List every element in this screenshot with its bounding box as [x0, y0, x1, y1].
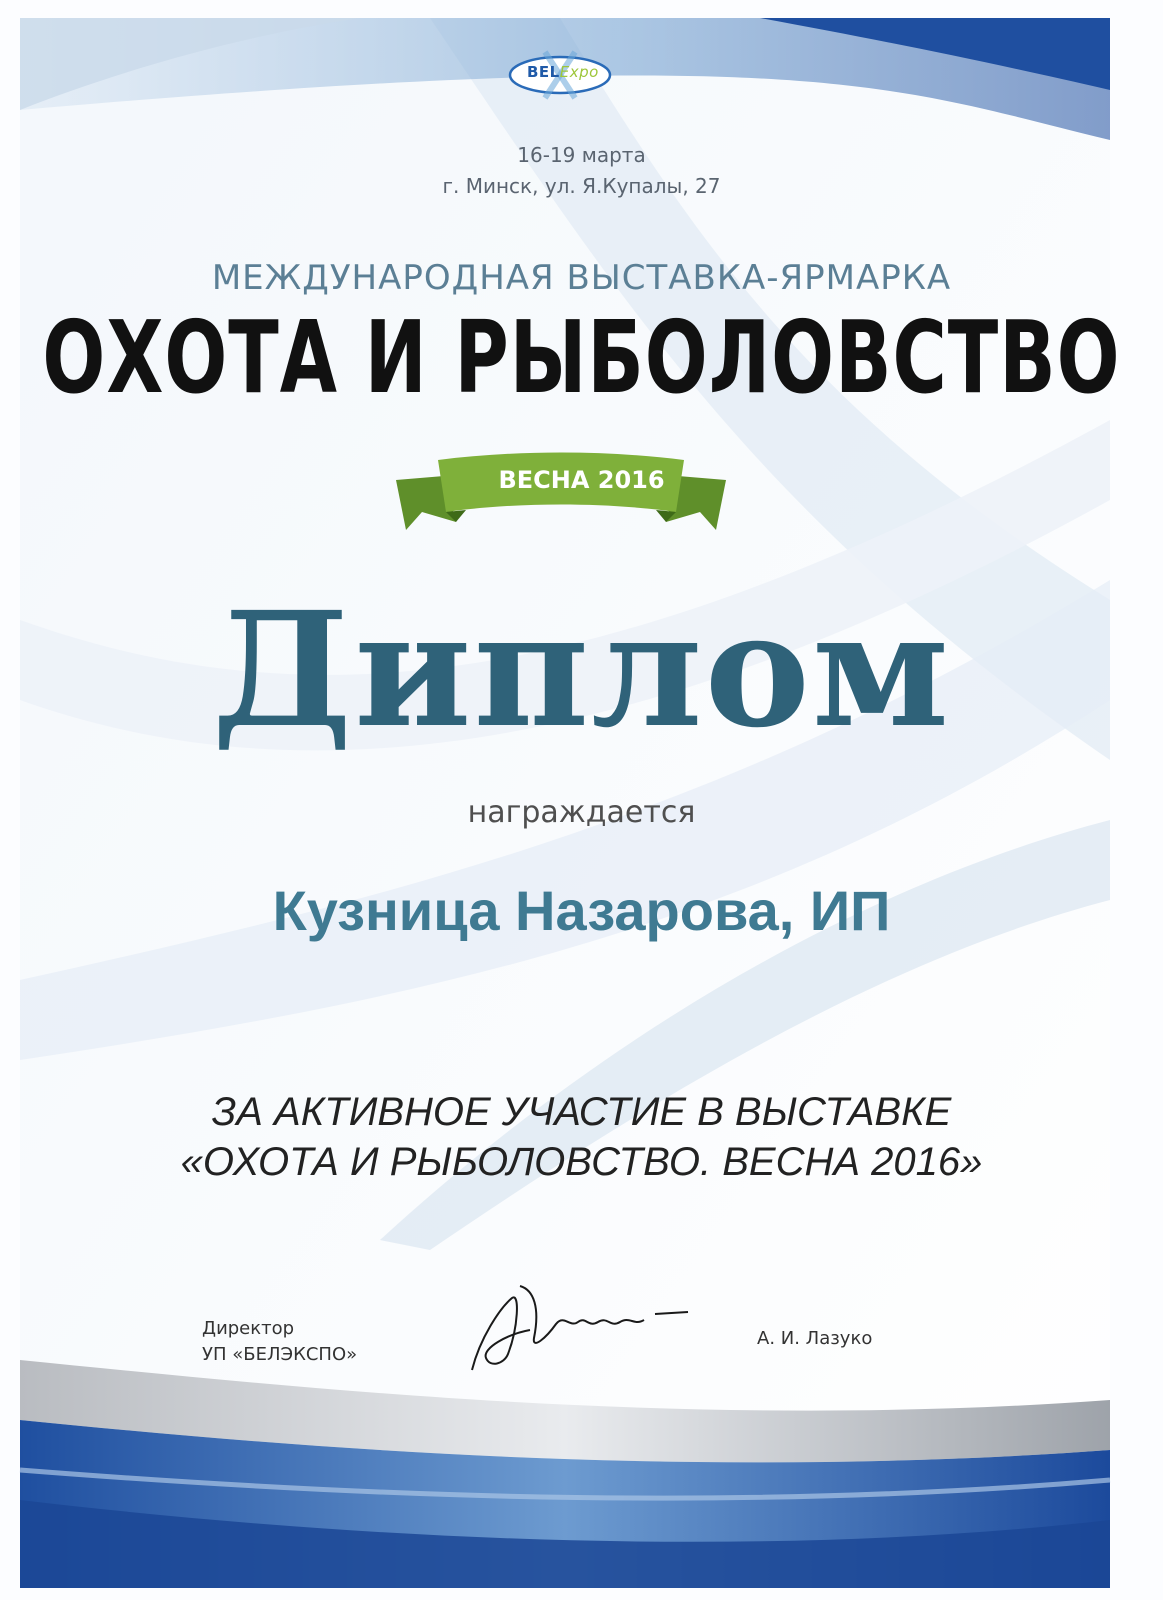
- signatory-role-line-1: Директор: [202, 1318, 295, 1339]
- signatory-name: А. И. Лазуко: [757, 1328, 873, 1349]
- belexpo-logo: [505, 50, 615, 100]
- reason-line-1: ЗА АКТИВНОЕ УЧАСТИЕ В ВЫСТАВКЕ: [211, 1090, 952, 1134]
- awarded-text: награждается: [467, 795, 696, 830]
- event-dates: 16-19 марта: [517, 143, 646, 167]
- event-address: г. Минск, ул. Я.Купалы, 27: [442, 174, 721, 198]
- signatory-role-line-2: УП «БЕЛЭКСПО»: [202, 1344, 358, 1365]
- season-label: ВЕСНА 2016: [498, 466, 665, 494]
- signatory-role: [202, 1316, 357, 1368]
- reason-line-2: «ОХОТА И РЫБОЛОВСТВО. ВЕСНА 2016»: [180, 1140, 983, 1184]
- event-subtitle: МЕЖДУНАРОДНАЯ ВЫСТАВКА-ЯРМАРКА: [211, 258, 952, 298]
- logo-text: BELExpo: [527, 63, 599, 81]
- event-title: ОХОТА И РЫБОЛОВСТВО: [42, 300, 1121, 417]
- handwritten-signature: [460, 1268, 700, 1388]
- recipient-name: Кузница Назарова, ИП: [272, 879, 891, 942]
- diploma-heading: Диплом: [211, 578, 952, 763]
